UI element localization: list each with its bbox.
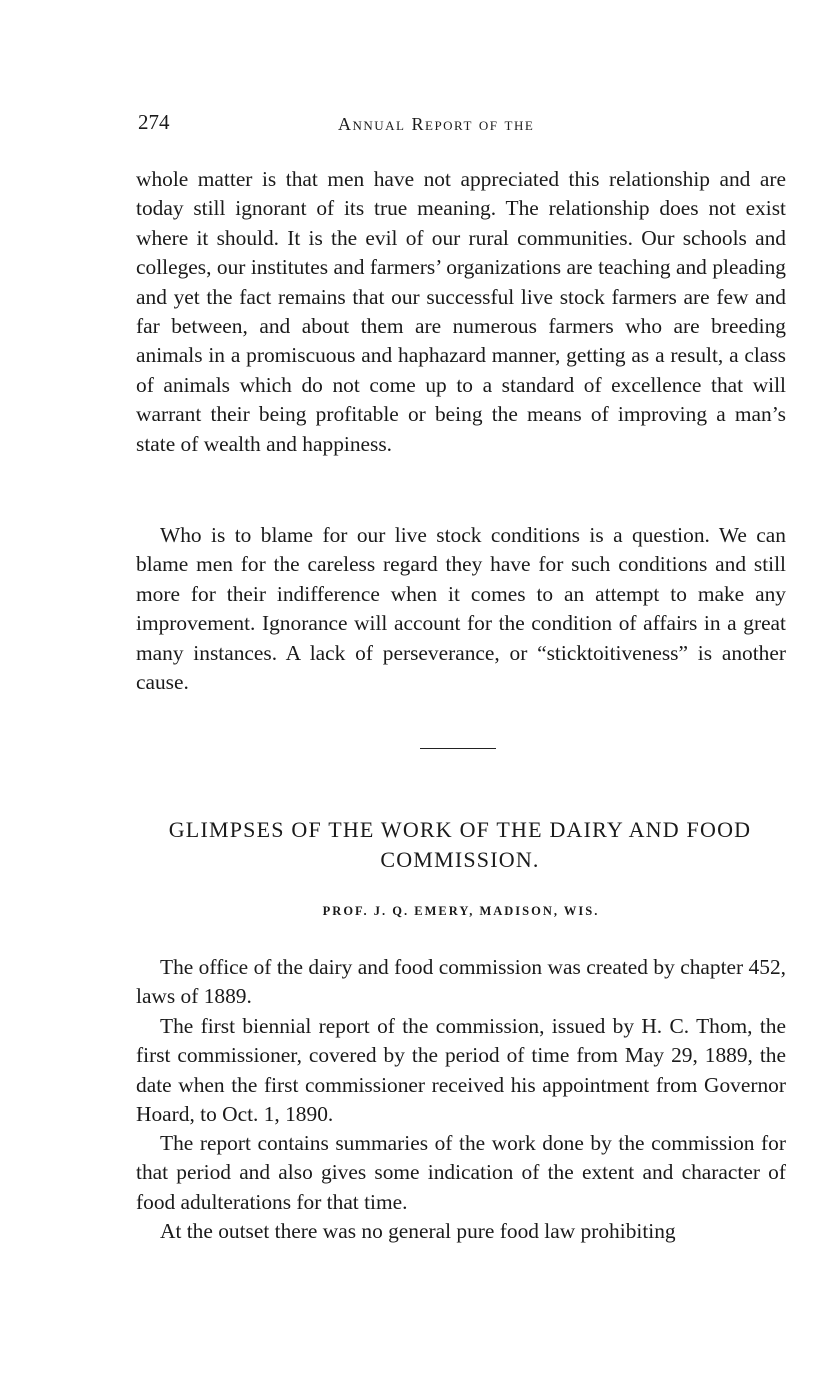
article-title: GLIMPSES OF THE WORK OF THE DAIRY AND FOOD COMMISSION. <box>168 817 752 872</box>
paragraph-report-summary: The report contains summaries of the work done by the commission for that period and also gives some indication of the extent and character of food adulterations for that time. <box>136 1131 786 1214</box>
paragraph-blame: Who is to blame for our live stock conditions is a question. We can blame men for the careless regard they have for such conditions and still more for their indifference when it comes to an attempt to make any improvement. Ignorance will account for the condition of affairs in a great many instances. A lack of perseverance, or “sticktoitiveness” is another cause. <box>136 523 786 695</box>
article-byline: PROF. J. Q. EMERY, MADISON, WIS. <box>322 904 600 918</box>
paragraph-continued: whole matter is that men have not appreciated this relationship and are today still ignorant of its true meaning. The relationship does not exist where it should. It is the evil of our rural communities. Our schools and colleges, our institutes and farmers’ organizations are teaching and pleading and yet the fact remains that our successful live stock farmers are few and far between, and about them are numerous farmers who are breeding animals in a promiscuous and haphazard manner, getting as a result, a class of animals which do not come up to a standard of excellence that will warrant their being profitable or being the means of improving a man’s state of wealth and happiness. <box>136 167 786 456</box>
running-head: Annual Report of the <box>338 114 535 134</box>
section-divider <box>420 748 496 749</box>
paragraph-office: The office of the dairy and food commission was created by chapter 452, laws of 1889. <box>136 955 786 1009</box>
paragraph-first-report: The first biennial report of the commission, issued by H. C. Thom, the first commissioner, covered by the period of time from May 29, 1889, the date when the first commissioner received his appointment from Governor Hoard, to Oct. 1, 1890. <box>136 1014 786 1127</box>
paragraph-outset: At the outset there was no general pure food law prohibiting <box>160 1219 676 1243</box>
page-number: 274 <box>138 110 170 134</box>
page-header <box>138 110 788 144</box>
